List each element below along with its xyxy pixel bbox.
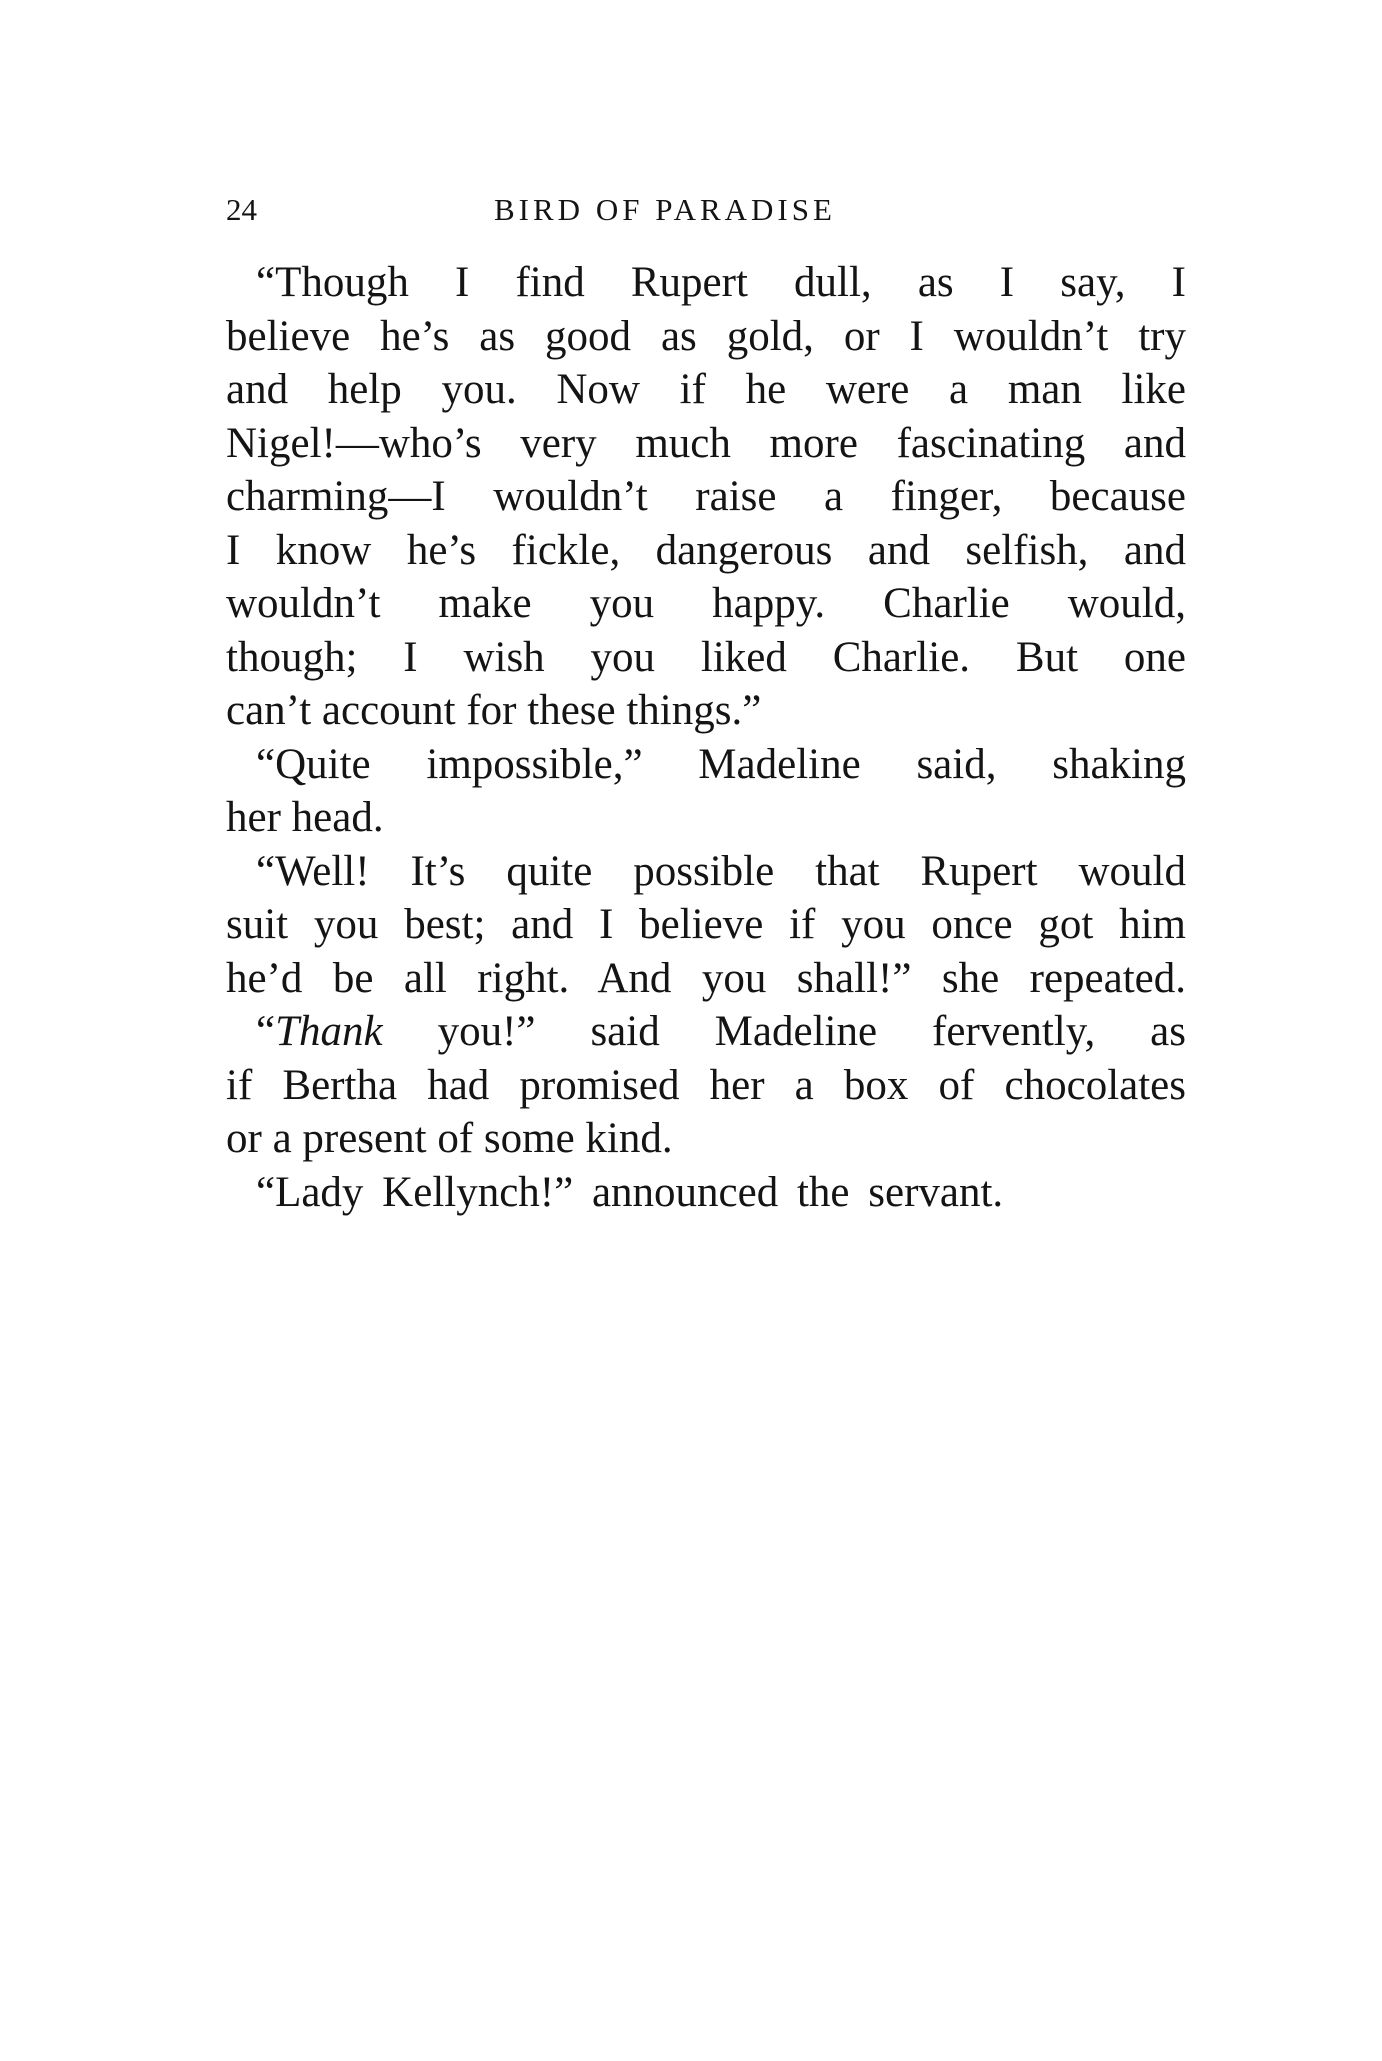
text-line: he’d be all right. And you shall!” she repeated.	[226, 954, 1186, 1002]
text-line: though; I wish you liked Charlie. But one	[226, 633, 1186, 681]
text-line: if Bertha had promised her a box of chocolates	[226, 1061, 1186, 1109]
paragraph	[226, 845, 1186, 1006]
text-line: I know he’s fickle, dangerous and selfish, and	[226, 526, 1186, 574]
text-line: believe he’s as good as gold, or I wouldn’t try	[226, 312, 1186, 360]
text-line: her head.	[226, 794, 384, 841]
text-line: “Lady Kellynch!” announced the servant.	[256, 1168, 1004, 1216]
text-line: “Though I find Rupert dull, as I say, I	[256, 259, 1186, 306]
paragraph	[226, 1005, 1186, 1166]
open-quote: “	[256, 1008, 276, 1055]
text-line: can’t account for these things.”	[226, 687, 762, 734]
text-line: suit you best; and I believe if you once got him	[226, 901, 1186, 948]
paragraph	[226, 1166, 1186, 1220]
text-line: and help you. Now if he were a man like	[226, 366, 1186, 413]
page-number: 24	[226, 192, 257, 227]
running-title: BIRD OF PARADISE	[494, 192, 836, 227]
paragraph	[226, 738, 1186, 845]
italic-word: Thank	[275, 1008, 383, 1055]
text-line: “Well! It’s quite possible that Rupert would	[256, 847, 1186, 895]
text-line: Nigel!—who’s very much more fascinating and	[226, 419, 1186, 467]
running-head	[226, 190, 1186, 230]
text-line: or a present of some kind.	[226, 1115, 673, 1162]
body-text	[226, 256, 1186, 1219]
text-line: charming—I wouldn’t raise a finger, because	[226, 473, 1186, 520]
text-line	[226, 1005, 1186, 1059]
text-line: “Quite impossible,” Madeline said, shaking	[256, 740, 1186, 788]
text-run: you!” said Madeline fervently, as	[382, 1008, 1186, 1055]
paragraph	[226, 256, 1186, 738]
text-line: wouldn’t make you happy. Charlie would,	[226, 580, 1186, 627]
